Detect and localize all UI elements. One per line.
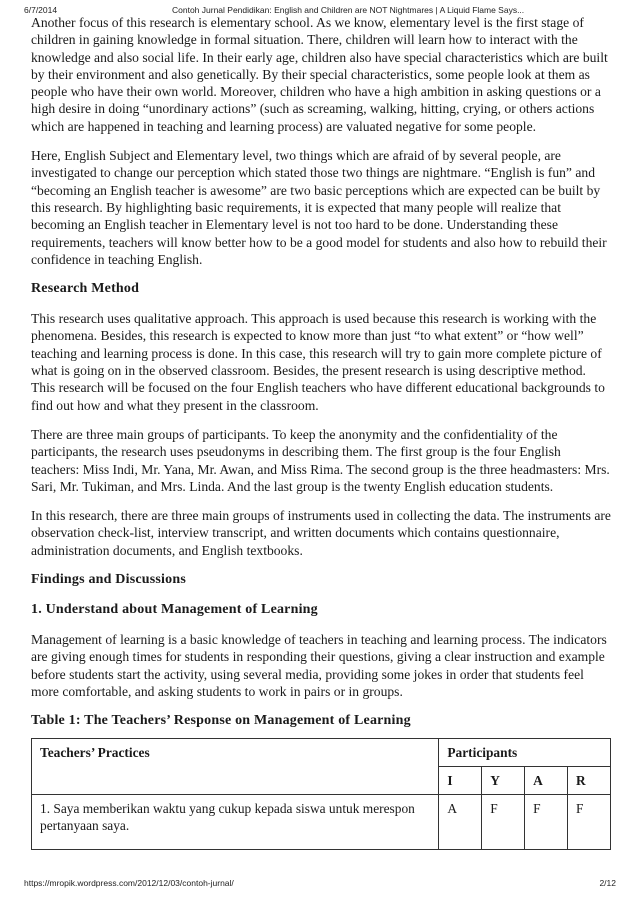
- paragraph-participants: There are three main groups of participants. To keep the anonymity and the confidentiality of the participants, the research uses pseudonyms in describing them. The first group is the four English teachers: Miss Indi, Mr. Yana, Mr. Awan, and Miss Rima. The second group is the three headmasters: Mrs. Sari, Mr. Tukiman, and Mrs. Linda. And the last group is the twenty English education students.: [31, 426, 610, 494]
- footer-page-number: 2/12: [599, 878, 616, 888]
- col-header-y: Y: [482, 767, 525, 795]
- table-cell-practice: 1. Saya memberikan waktu yang cukup kepada siswa untuk merespon pertanyaan saya.: [32, 795, 439, 850]
- paragraph-instruments: In this research, there are three main groups of instruments used in collecting the data. The instruments are observation check-list, interview transcript, and written documents which contains questionnaire, administration documents, and English textbooks.: [31, 508, 611, 558]
- col-header-participants: Participants: [439, 739, 611, 767]
- table-header-row: [32, 739, 611, 767]
- page-footer: [0, 878, 638, 894]
- table-cell-r: F: [568, 795, 611, 850]
- teachers-response-table: [31, 738, 611, 850]
- paragraph-approach: This research uses qualitative approach. This approach is used because this research is working with the phenomena. Besides, this research is expected to know more than just “to what extent” or “how well” teaching and learning process is done. In this case, this research will try to gain more complete picture of what is going on in the observed classroom. Besides, the present research is using descriptive method. This research will be focused on the four English teachers who have different educational backgrounds to find out how and what they present in the classroom.: [31, 311, 605, 413]
- header-date: 6/7/2014: [24, 5, 58, 15]
- paragraph-focus: Another focus of this research is elementary school. As we know, elementary level is the first stage of children in gaining knowledge in formal situation. There, children will learn how to interact with the knowledge and also social life. In their early age, children also have special characteristics which are built by their environment and also genetically. By their special characteristics, some people look at them as people who have their own world. Moreover, children who have a high ambition in asking questions or a high desire in doing “unordinary actions” (such as screaming, walking, hitting, crying, or others actions which are happened in teaching and learning process) are valuated negative for some people.: [31, 15, 608, 134]
- col-header-i: I: [439, 767, 482, 795]
- table-row: [32, 795, 611, 850]
- table-cell-a: F: [525, 795, 568, 850]
- table-caption: Table 1: The Teachers’ Response on Management of Learning: [31, 713, 411, 729]
- heading-management-learning: 1. Understand about Management of Learning: [31, 602, 318, 618]
- heading-findings: Findings and Discussions: [31, 572, 186, 588]
- col-header-practices: Teachers’ Practices: [32, 739, 439, 795]
- header-title: Contoh Jurnal Pendidikan: English and Children are NOT Nightmares | A Liquid Flame Says...: [172, 5, 525, 15]
- paragraph-subject: Here, English Subject and Elementary level, two things which are afraid of by several people, are investigated to change our perception which stated those two things are nightmare. “English is fun” and “becoming an English teacher is awesome” are two basic perceptions which are expected can be built by this research. By highlighting basic requirements, it is expected that many people will realize that becoming an English teacher in Elementary level is not too hard to be done. Understanding these requirements, teachers will know better how to be a good model for students and also how to rebuild their confidence in teaching English.: [31, 148, 607, 267]
- article-body: [31, 14, 611, 850]
- col-header-a: A: [525, 767, 568, 795]
- paragraph-management: Management of learning is a basic knowledge of teachers in teaching and learning process. The indicators are giving enough times for students in responding their questions, giving a clear instruction and example before students start the activity, using several media, providing some jokes in order that students feel more comfortable, and asking students to work in pairs or in groups.: [31, 632, 607, 699]
- col-header-r: R: [568, 767, 611, 795]
- heading-research-method: Research Method: [31, 281, 140, 297]
- footer-url: https://mropik.wordpress.com/2012/12/03/contoh-jurnal/: [24, 878, 234, 888]
- table-cell-y: F: [482, 795, 525, 850]
- table-cell-i: A: [439, 795, 482, 850]
